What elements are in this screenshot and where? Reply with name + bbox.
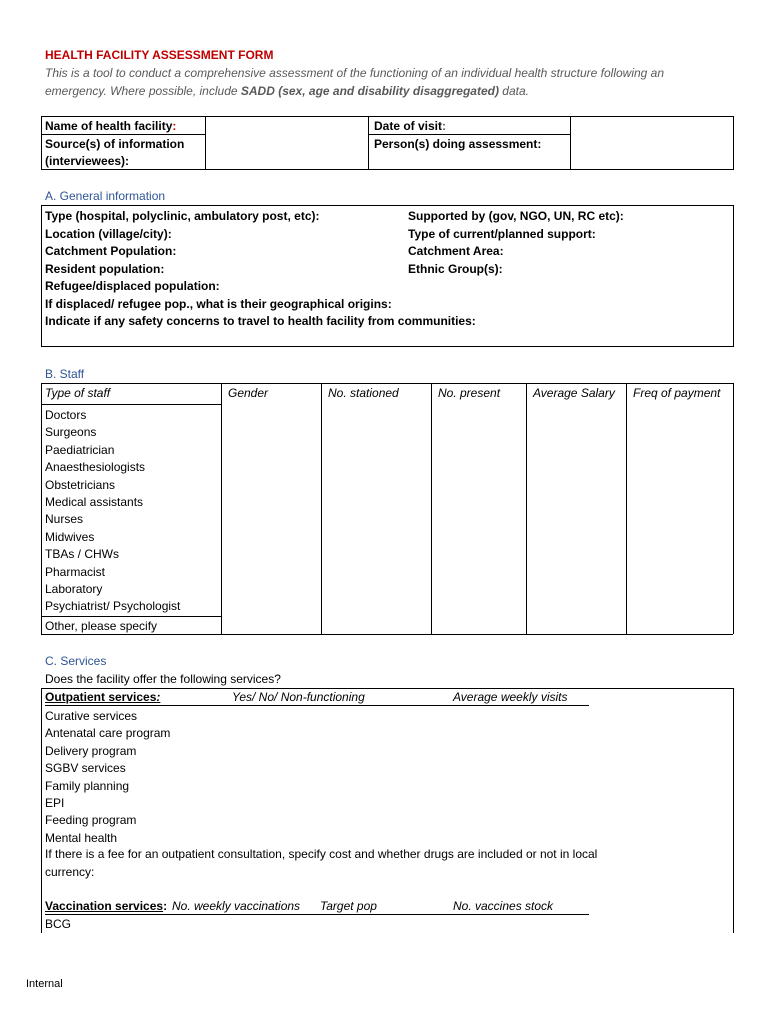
staff-column-header: Freq of payment	[633, 386, 721, 400]
staff-type-row: Medical assistants	[45, 495, 144, 509]
general-field-label: Indicate if any safety concerns to travel to health facility from communities:	[45, 314, 476, 328]
persons-assessing-label: Person(s) doing assessment:	[374, 137, 542, 151]
intro-sadd: SADD (sex, age and disability disaggregated)	[240, 84, 499, 98]
vaccines-stock-header: No. vaccines stock	[453, 899, 554, 913]
page-title: HEALTH FACILITY ASSESSMENT FORM	[45, 48, 274, 62]
staff-type-row: Anaesthesiologists	[45, 460, 146, 475]
general-field-label: Location (village/city):	[45, 226, 172, 241]
outpatient-services-label: Outpatient services:	[45, 690, 161, 704]
facility-name-label: Name of health facility:	[45, 119, 177, 133]
date-of-visit-label: Date of visit:	[374, 119, 447, 133]
general-field-label: Type of current/planned support:	[408, 226, 596, 241]
general-field-label: Refugee/displaced population:	[45, 279, 220, 293]
general-field-label: Ethnic Group(s):	[408, 261, 503, 276]
footer-internal-label: Internal	[26, 978, 63, 990]
staff-type-row: Doctors	[45, 408, 87, 422]
weekly-vaccinations-header: No. weekly vaccinations	[172, 899, 301, 913]
service-item: Mental health	[45, 830, 118, 845]
target-pop-header: Target pop	[320, 899, 377, 913]
service-item: Feeding program	[45, 813, 137, 828]
intro-line-1: This is a tool to conduct a comprehensive assessment of the functioning of an individual health structure following an	[45, 66, 665, 80]
staff-type-row: Surgeons	[45, 425, 97, 440]
services-question: Does the facility offer the following services?	[45, 672, 281, 686]
staff-column-header: No. present	[438, 386, 501, 400]
staff-type-row: Pharmacist	[45, 564, 106, 579]
service-item: Antenatal care program	[45, 726, 171, 741]
staff-type-row: Obstetricians	[45, 477, 116, 492]
general-field-label: Catchment Area:	[408, 244, 504, 258]
yes-no-header: Yes/ No/ Non-functioning	[232, 690, 365, 704]
general-field-label: Catchment Population:	[45, 244, 177, 258]
staff-type-row: Midwives	[45, 529, 95, 544]
service-item: EPI	[45, 796, 65, 810]
general-field-label: If displaced/ refugee pop., what is their geographical origins:	[45, 296, 392, 311]
general-field-label: Type (hospital, polyclinic, ambulatory post, etc):	[45, 209, 320, 223]
service-item: Delivery program	[45, 743, 137, 758]
staff-column-header: Gender	[228, 386, 269, 400]
general-field-label: Supported by (gov, NGO, UN, RC etc):	[408, 209, 624, 223]
sources-label-1: Source(s) of information	[45, 137, 185, 151]
staff-column-header: Average Salary	[533, 386, 615, 400]
staff-type-row: Paediatrician	[45, 442, 115, 457]
staff-type-other: Other, please specify	[45, 619, 158, 633]
vaccine-item: BCG	[45, 917, 72, 931]
section-a-heading: A. General information	[45, 189, 166, 203]
staff-type-row: Laboratory	[45, 582, 103, 596]
intro-post: data.	[498, 84, 529, 98]
staff-type-row: Psychiatrist/ Psychologist	[45, 599, 181, 614]
sources-label-2: (interviewees):	[45, 154, 130, 168]
staff-column-header: No. stationed	[328, 386, 399, 400]
staff-type-row: Nurses	[45, 512, 84, 527]
fee-line-1: If there is a fee for an outpatient consultation, specify cost and whether drugs are included or not in local	[45, 847, 598, 861]
weekly-visits-header: Average weekly visits	[453, 690, 568, 704]
staff-type-row: TBAs / CHWs	[45, 547, 119, 562]
service-item: Family planning	[45, 778, 130, 793]
service-item: SGBV services	[45, 761, 126, 776]
vaccination-services-label: Vaccination services:	[45, 899, 168, 913]
intro-pre: emergency. Where possible, include	[45, 84, 241, 98]
service-item: Curative services	[45, 709, 138, 723]
staff-column-header: Type of staff	[45, 386, 111, 400]
section-c-heading: C. Services	[45, 654, 107, 668]
fee-line-2: currency:	[45, 865, 95, 879]
general-field-label: Resident population:	[45, 261, 165, 276]
intro-line-2	[45, 84, 529, 98]
section-b-heading: B. Staff	[45, 367, 85, 381]
